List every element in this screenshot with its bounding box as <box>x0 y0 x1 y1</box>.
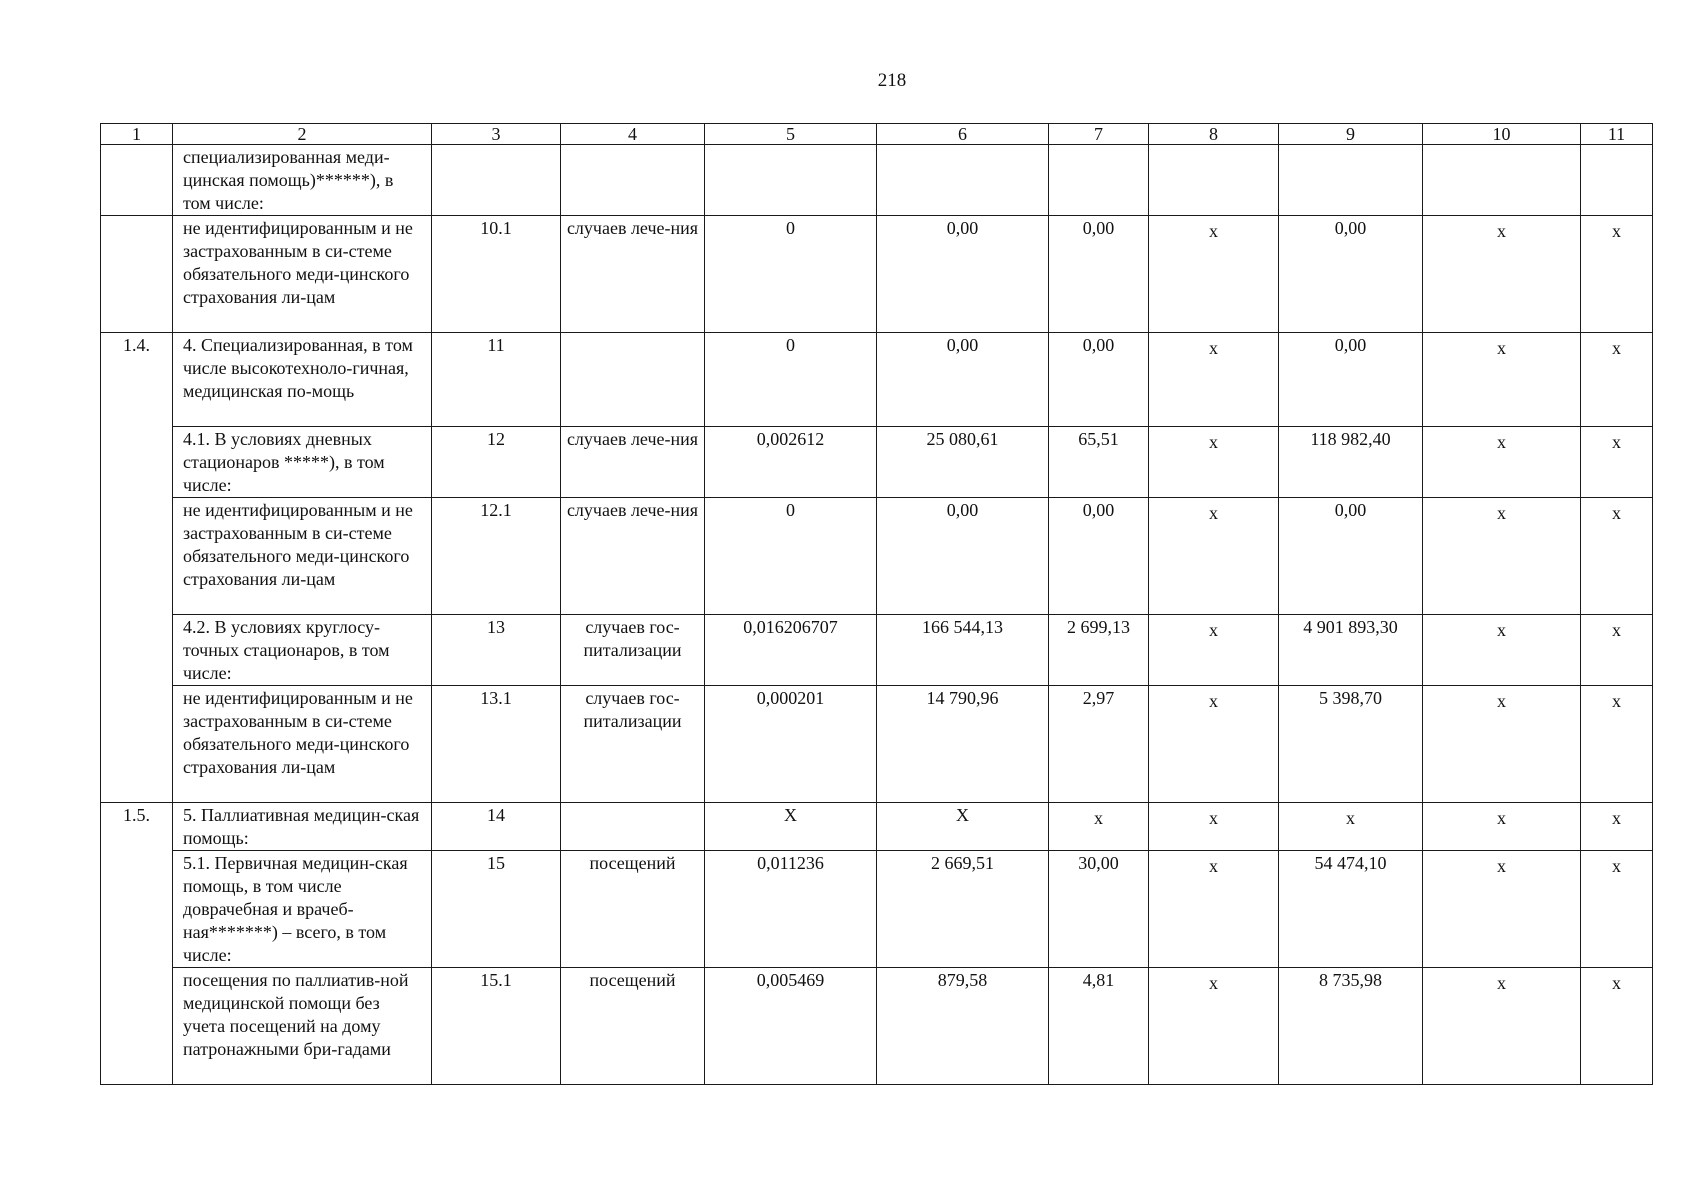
value-cell: х <box>1581 968 1653 1085</box>
row-label-cell: 4.1. В условиях дневных стационаров *****), в том числе: <box>173 427 432 498</box>
row-code-cell: 12 <box>432 427 561 498</box>
value-cell: 879,58 <box>877 968 1049 1085</box>
row-label-cell: посещения по паллиатив-ной медицинской помощи без учета посещений на дому патронажными бри-гадами <box>173 968 432 1085</box>
column-header: 10 <box>1423 124 1581 145</box>
value-cell <box>705 145 877 216</box>
value-cell: х <box>1581 427 1653 498</box>
value-cell: 54 474,10 <box>1279 851 1423 968</box>
table-row <box>101 851 1653 968</box>
value-cell: х <box>1149 851 1279 968</box>
value-cell: х <box>1581 803 1653 851</box>
value-cell: 4,81 <box>1049 968 1149 1085</box>
value-cell: 166 544,13 <box>877 615 1049 686</box>
value-cell: х <box>1423 216 1581 333</box>
row-code-cell: 11 <box>432 333 561 427</box>
value-cell: х <box>1423 686 1581 803</box>
value-cell <box>877 145 1049 216</box>
value-cell: 0 <box>705 498 877 615</box>
value-cell <box>1279 145 1423 216</box>
unit-cell: посещений <box>561 968 705 1085</box>
value-cell: х <box>1149 427 1279 498</box>
value-cell: 0,00 <box>1279 216 1423 333</box>
value-cell: 65,51 <box>1049 427 1149 498</box>
value-cell: 0,005469 <box>705 968 877 1085</box>
row-code-cell: 14 <box>432 803 561 851</box>
value-cell: х <box>1149 498 1279 615</box>
value-cell: 30,00 <box>1049 851 1149 968</box>
row-label-cell: не идентифицированным и не застрахованным в си-стеме обязательного меди-цинского страхования ли-цам <box>173 498 432 615</box>
value-cell: 0,00 <box>877 333 1049 427</box>
value-cell: х <box>1049 803 1149 851</box>
value-cell: 2,97 <box>1049 686 1149 803</box>
table-row <box>101 216 1653 333</box>
value-cell: х <box>1423 851 1581 968</box>
row-code-cell: 13.1 <box>432 686 561 803</box>
row-label-cell: 5.1. Первичная медицин-ская помощь, в том числе доврачебная и врачеб-ная*******) – всего, в том числе: <box>173 851 432 968</box>
row-label-cell: специализированная меди-цинская помощь)******), в том числе: <box>173 145 432 216</box>
table-row <box>101 686 1653 803</box>
value-cell: х <box>1581 686 1653 803</box>
column-header: 3 <box>432 124 561 145</box>
value-cell: х <box>1149 968 1279 1085</box>
value-cell: х <box>1423 803 1581 851</box>
row-code-cell: 13 <box>432 615 561 686</box>
row-number-cell: 1.5. <box>101 803 173 1085</box>
row-number-cell: 1.4. <box>101 333 173 803</box>
value-cell: х <box>1423 333 1581 427</box>
unit-cell: посещений <box>561 851 705 968</box>
value-cell: 0 <box>705 333 877 427</box>
value-cell: 0,00 <box>1049 333 1149 427</box>
value-cell: 0,00 <box>1279 498 1423 615</box>
table-row <box>101 498 1653 615</box>
value-cell: 0,00 <box>877 216 1049 333</box>
value-cell: 0,00 <box>877 498 1049 615</box>
column-header: 11 <box>1581 124 1653 145</box>
page-number: 218 <box>877 70 907 91</box>
value-cell: 0 <box>705 216 877 333</box>
value-cell: 0,011236 <box>705 851 877 968</box>
column-header: 5 <box>705 124 877 145</box>
value-cell: 0,016206707 <box>705 615 877 686</box>
value-cell: 2 699,13 <box>1049 615 1149 686</box>
value-cell: х <box>1423 968 1581 1085</box>
column-header: 6 <box>877 124 1049 145</box>
row-code-cell: 10.1 <box>432 216 561 333</box>
row-code-cell <box>432 145 561 216</box>
row-number-cell <box>101 145 173 216</box>
row-label-cell: 5. Паллиативная медицин-ская помощь: <box>173 803 432 851</box>
value-cell: х <box>1279 803 1423 851</box>
value-cell: х <box>1149 216 1279 333</box>
table-header-row <box>101 124 1653 145</box>
value-cell: 14 790,96 <box>877 686 1049 803</box>
value-cell: х <box>1581 615 1653 686</box>
row-label-cell: 4.2. В условиях круглосу-точных стационаров, в том числе: <box>173 615 432 686</box>
unit-cell: случаев гос-питализации <box>561 615 705 686</box>
column-header: 7 <box>1049 124 1149 145</box>
unit-cell: случаев лече-ния <box>561 427 705 498</box>
column-header: 1 <box>101 124 173 145</box>
value-cell <box>1049 145 1149 216</box>
value-cell <box>1149 145 1279 216</box>
value-cell: 25 080,61 <box>877 427 1049 498</box>
unit-cell <box>561 803 705 851</box>
table-row <box>101 615 1653 686</box>
value-cell: х <box>1149 686 1279 803</box>
value-cell: 8 735,98 <box>1279 968 1423 1085</box>
unit-cell: случаев лече-ния <box>561 498 705 615</box>
table-row <box>101 427 1653 498</box>
row-code-cell: 12.1 <box>432 498 561 615</box>
value-cell: х <box>1581 498 1653 615</box>
value-cell: х <box>1149 615 1279 686</box>
value-cell: х <box>1581 333 1653 427</box>
value-cell: 118 982,40 <box>1279 427 1423 498</box>
row-code-cell: 15 <box>432 851 561 968</box>
value-cell: Х <box>877 803 1049 851</box>
value-cell: х <box>1149 803 1279 851</box>
value-cell: 0,00 <box>1049 216 1149 333</box>
value-cell <box>1581 145 1653 216</box>
table-row <box>101 803 1653 851</box>
column-header: 4 <box>561 124 705 145</box>
value-cell: х <box>1149 333 1279 427</box>
data-table <box>100 123 1653 1085</box>
row-label-cell: не идентифицированным и не застрахованным в си-стеме обязательного меди-цинского страхования ли-цам <box>173 216 432 333</box>
row-number-cell <box>101 216 173 333</box>
value-cell: 0,00 <box>1279 333 1423 427</box>
value-cell: 0,002612 <box>705 427 877 498</box>
value-cell: х <box>1581 851 1653 968</box>
value-cell: 4 901 893,30 <box>1279 615 1423 686</box>
table-row <box>101 333 1653 427</box>
value-cell: х <box>1423 427 1581 498</box>
row-label-cell: не идентифицированным и не застрахованным в си-стеме обязательного меди-цинского страхования ли-цам <box>173 686 432 803</box>
column-header: 8 <box>1149 124 1279 145</box>
table-row <box>101 968 1653 1085</box>
unit-cell: случаев гос-питализации <box>561 686 705 803</box>
value-cell: х <box>1581 216 1653 333</box>
value-cell: х <box>1423 615 1581 686</box>
value-cell: х <box>1423 498 1581 615</box>
row-label-cell: 4. Специализированная, в том числе высокотехноло-гичная, медицинская по-мощь <box>173 333 432 427</box>
unit-cell <box>561 145 705 216</box>
value-cell: 0,000201 <box>705 686 877 803</box>
unit-cell <box>561 333 705 427</box>
unit-cell: случаев лече-ния <box>561 216 705 333</box>
value-cell: Х <box>705 803 877 851</box>
row-code-cell: 15.1 <box>432 968 561 1085</box>
column-header: 2 <box>173 124 432 145</box>
value-cell: 0,00 <box>1049 498 1149 615</box>
table-row <box>101 145 1653 216</box>
value-cell: 2 669,51 <box>877 851 1049 968</box>
value-cell: 5 398,70 <box>1279 686 1423 803</box>
column-header: 9 <box>1279 124 1423 145</box>
value-cell <box>1423 145 1581 216</box>
